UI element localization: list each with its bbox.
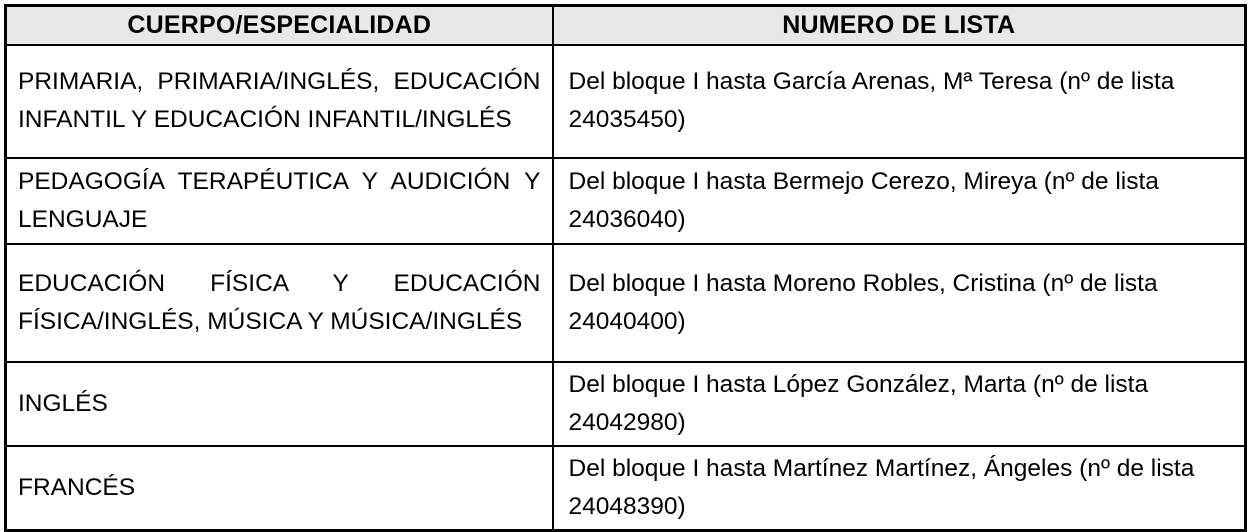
table-row xyxy=(6,158,1246,244)
especialidad-cell: PEDAGOGÍA TERAPÉUTICA Y AUDICIÓN Y LENGUAJE xyxy=(6,158,553,244)
numero-lista-cell: Del bloque I hasta García Arenas, Mª Teresa (nº de lista 24035450) xyxy=(553,45,1246,158)
especialidad-cell: FRANCÉS xyxy=(6,446,553,531)
especialidad-cell: EDUCACIÓN FÍSICA Y EDUCACIÓN FÍSICA/INGLÉS, MÚSICA Y MÚSICA/INGLÉS xyxy=(6,244,553,362)
numero-lista-cell: Del bloque I hasta Moreno Robles, Cristina (nº de lista 24040400) xyxy=(553,244,1246,362)
table-row xyxy=(6,446,1246,531)
header-numero-de-lista: NUMERO DE LISTA xyxy=(553,6,1246,45)
especialidad-cell: INGLÉS xyxy=(6,362,553,446)
table-row xyxy=(6,244,1246,362)
numero-lista-cell: Del bloque I hasta Martínez Martínez, Ángeles (nº de lista 24048390) xyxy=(553,446,1246,531)
cuerpo-especialidad-table xyxy=(4,4,1247,532)
numero-lista-cell: Del bloque I hasta Bermejo Cerezo, Mireya (nº de lista 24036040) xyxy=(553,158,1246,244)
table-row xyxy=(6,362,1246,446)
numero-lista-cell: Del bloque I hasta López González, Marta (nº de lista 24042980) xyxy=(553,362,1246,446)
especialidad-cell: PRIMARIA, PRIMARIA/INGLÉS, EDUCACIÓN INFANTIL Y EDUCACIÓN INFANTIL/INGLÉS xyxy=(6,45,553,158)
table-row xyxy=(6,45,1246,158)
table-header-row xyxy=(6,6,1246,45)
header-cuerpo-especialidad: CUERPO/ESPECIALIDAD xyxy=(6,6,553,45)
